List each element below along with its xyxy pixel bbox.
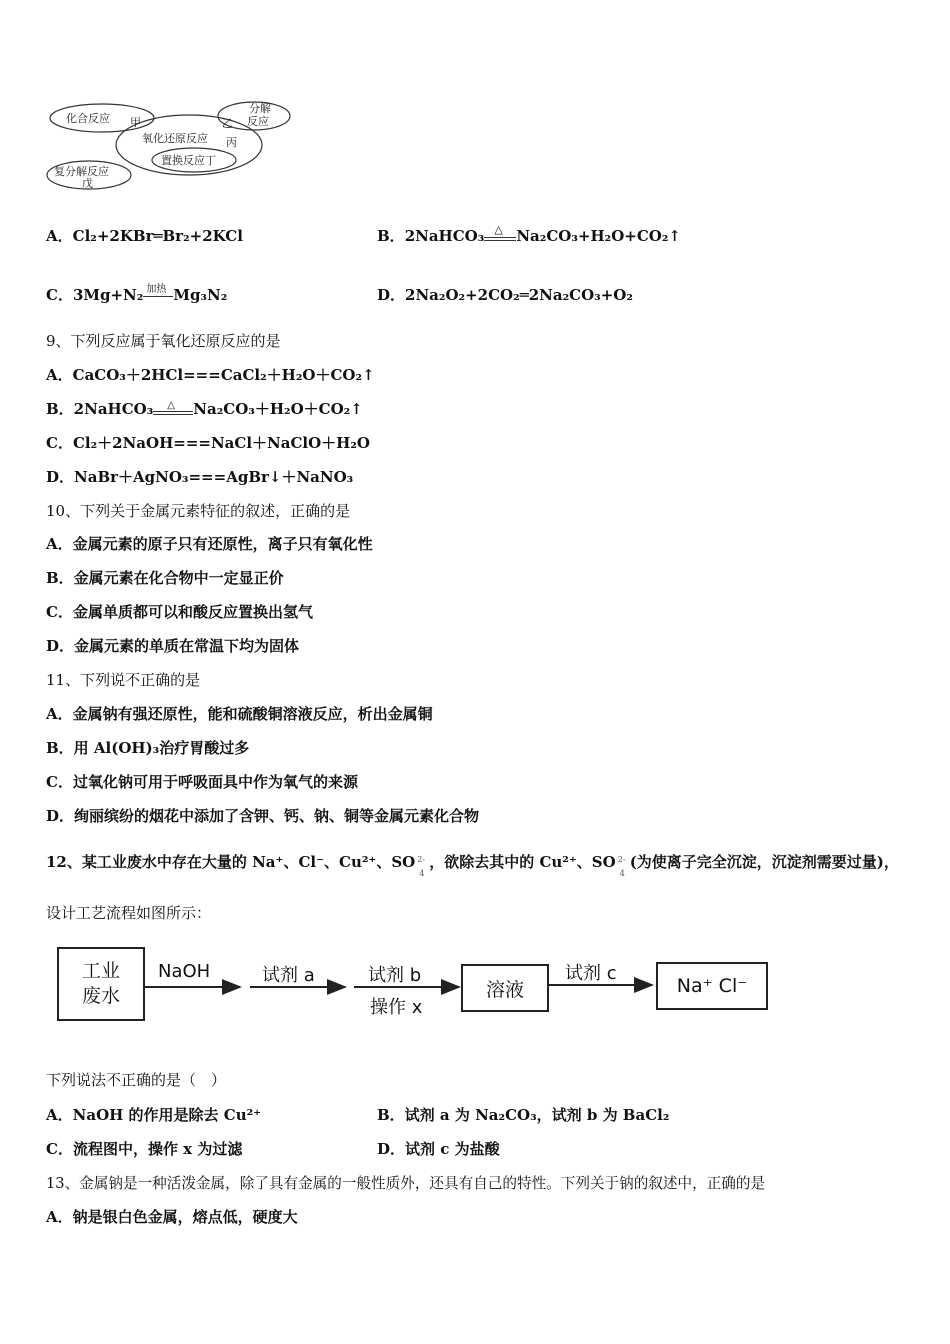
q9-option-a: A．CaCO₃＋2HCl===CaCl₂＋H₂O＋CO₂↑ <box>46 366 375 384</box>
venn-combination: 化合反应 <box>66 112 110 125</box>
reaction-type-venn-diagram <box>44 98 294 193</box>
q8-b-right: Na₂CO₃+H₂O+CO₂↑ <box>516 227 681 245</box>
venn-bing: 丙 <box>226 136 237 149</box>
q12-option-a: A．NaOH 的作用是除去 Cu²⁺ <box>46 1106 262 1124</box>
venn-yi: 乙 <box>222 117 233 130</box>
q8-b-condition: △ <box>494 223 503 236</box>
q10-option-c: C．金属单质都可以和酸反应置换出氢气 <box>46 603 313 621</box>
q12-option-c: C．流程图中，操作 x 为过滤 <box>46 1140 243 1158</box>
q9-option-c: C．Cl₂＋2NaOH===NaCl＋NaClO＋H₂O <box>46 434 370 452</box>
flow-solution-text: 溶液 <box>485 978 524 1001</box>
q8-option-d <box>377 284 633 305</box>
q8-a-text: Cl₂+2KBr═Br₂+2KCl <box>72 227 243 245</box>
q10-option-d: D．金属元素的单质在常温下均为固体 <box>46 637 300 655</box>
q8-b-left: 2NaHCO₃ <box>404 227 485 245</box>
q8-d-text: 2Na₂O₂+2CO₂═2Na₂CO₃+O₂ <box>405 286 633 304</box>
flow-box-product <box>656 962 768 1010</box>
flow-reagent-b-label: 试剂 b <box>368 965 422 986</box>
q11-stem: 11、下列说不正确的是 <box>46 671 201 689</box>
q8-c-condition: 加热 <box>146 284 167 295</box>
flow-box-solution <box>461 964 549 1012</box>
flow-reagent-c-label: 试剂 c <box>565 963 617 984</box>
q9-b-right: Na₂CO₃＋H₂O＋CO₂↑ <box>193 400 363 418</box>
flow-reagent-a-label: 试剂 a <box>262 965 315 986</box>
q11-option-c: C．过氧化钠可用于呼吸面具中作为氧气的来源 <box>46 773 358 791</box>
q11-option-a: A．金属钠有强还原性，能和硫酸铜溶液反应，析出金属铜 <box>46 705 433 723</box>
q13-stem: 13、金属钠是一种活泼金属，除了具有金属的一般性质外，还具有自己的特性。下列关于钠的叙述中，正确的是 <box>46 1175 766 1192</box>
q12-stem-part1: 12、某工业废水中存在大量的 Na⁺、Cl⁻、Cu²⁺、SO <box>46 853 416 871</box>
q12-stem-part2: ，欲除去其中的 Cu²⁺、SO <box>429 853 616 871</box>
q12-option-d: D．试剂 c 为盐酸 <box>377 1140 500 1158</box>
q12-so4-sub-2: 4 <box>619 869 625 878</box>
venn-redox: 氧化还原反应 <box>142 132 208 145</box>
q9-b-condition: △ <box>167 400 175 411</box>
q10-option-b: B．金属元素在化合物中一定显正价 <box>46 569 284 587</box>
flow-box-waste <box>57 947 145 1021</box>
q8-option-a <box>46 225 243 246</box>
q12-stem-line2: 设计工艺流程如图所示： <box>46 904 212 922</box>
q12-so4-sub-1: 4 <box>419 869 425 878</box>
flow-product-text: Na⁺ Cl⁻ <box>676 975 748 997</box>
q12-so4-sup-2: 2- <box>617 855 626 864</box>
q8-option-b <box>377 225 681 246</box>
q9-b-left: B．2NaHCO₃ <box>46 400 154 418</box>
flow-waste-line1: 工业 <box>81 960 120 982</box>
q12-option-b: B．试剂 a 为 Na₂CO₃，试剂 b 为 BaCl₂ <box>377 1106 670 1124</box>
q13-option-a: A．钠是银白色金属，熔点低，硬度大 <box>46 1208 298 1226</box>
q9-option-b <box>46 398 363 419</box>
q11-option-b: B．用 Al(OH)₃治疗胃酸过多 <box>46 739 250 757</box>
q8-d-prefix: D． <box>377 286 406 304</box>
venn-double-1: 复分解反应 <box>54 165 109 178</box>
venn-displacement: 置换反应丁 <box>161 154 216 167</box>
venn-decomposition-1: 分解 <box>249 102 271 115</box>
q12-so4-sup-1: 2- <box>417 855 426 864</box>
q9-stem: 9、下列反应属于氧化还原反应的是 <box>46 332 281 350</box>
venn-jia: 甲 <box>130 116 141 129</box>
q10-stem: 10、下列关于金属元素特征的叙述，正确的是 <box>46 502 351 520</box>
venn-double-2: 戊 <box>82 177 93 190</box>
q12-stem <box>46 851 899 878</box>
q8-option-c <box>46 284 227 305</box>
q12-question: 下列说法不正确的是（ ） <box>46 1071 227 1089</box>
flow-naoh-label: NaOH <box>158 961 211 982</box>
flow-operation-x-label: 操作 x <box>370 997 423 1018</box>
q12-stem-part3: (为使离子完全沉淀，沉淀剂需要过量)， <box>629 853 899 871</box>
q8-b-prefix: B． <box>377 227 405 245</box>
q9-option-d: D．NaBr＋AgNO₃===AgBr↓＋NaNO₃ <box>46 468 354 486</box>
flow-waste-line2: 废水 <box>81 985 120 1007</box>
q8-a-prefix: A． <box>46 227 73 245</box>
q11-option-d: D．绚丽缤纷的烟花中添加了含钾、钙、钠、铜等金属元素化合物 <box>46 807 480 825</box>
q8-c-right: Mg₃N₂ <box>173 286 228 304</box>
venn-decomposition-2: 反应 <box>247 115 269 128</box>
q8-c-prefix: C． <box>46 286 73 304</box>
q8-c-left: 3Mg+N₂ <box>72 286 144 304</box>
q10-option-a: A．金属元素的原子只有还原性，离子只有氧化性 <box>46 535 373 553</box>
